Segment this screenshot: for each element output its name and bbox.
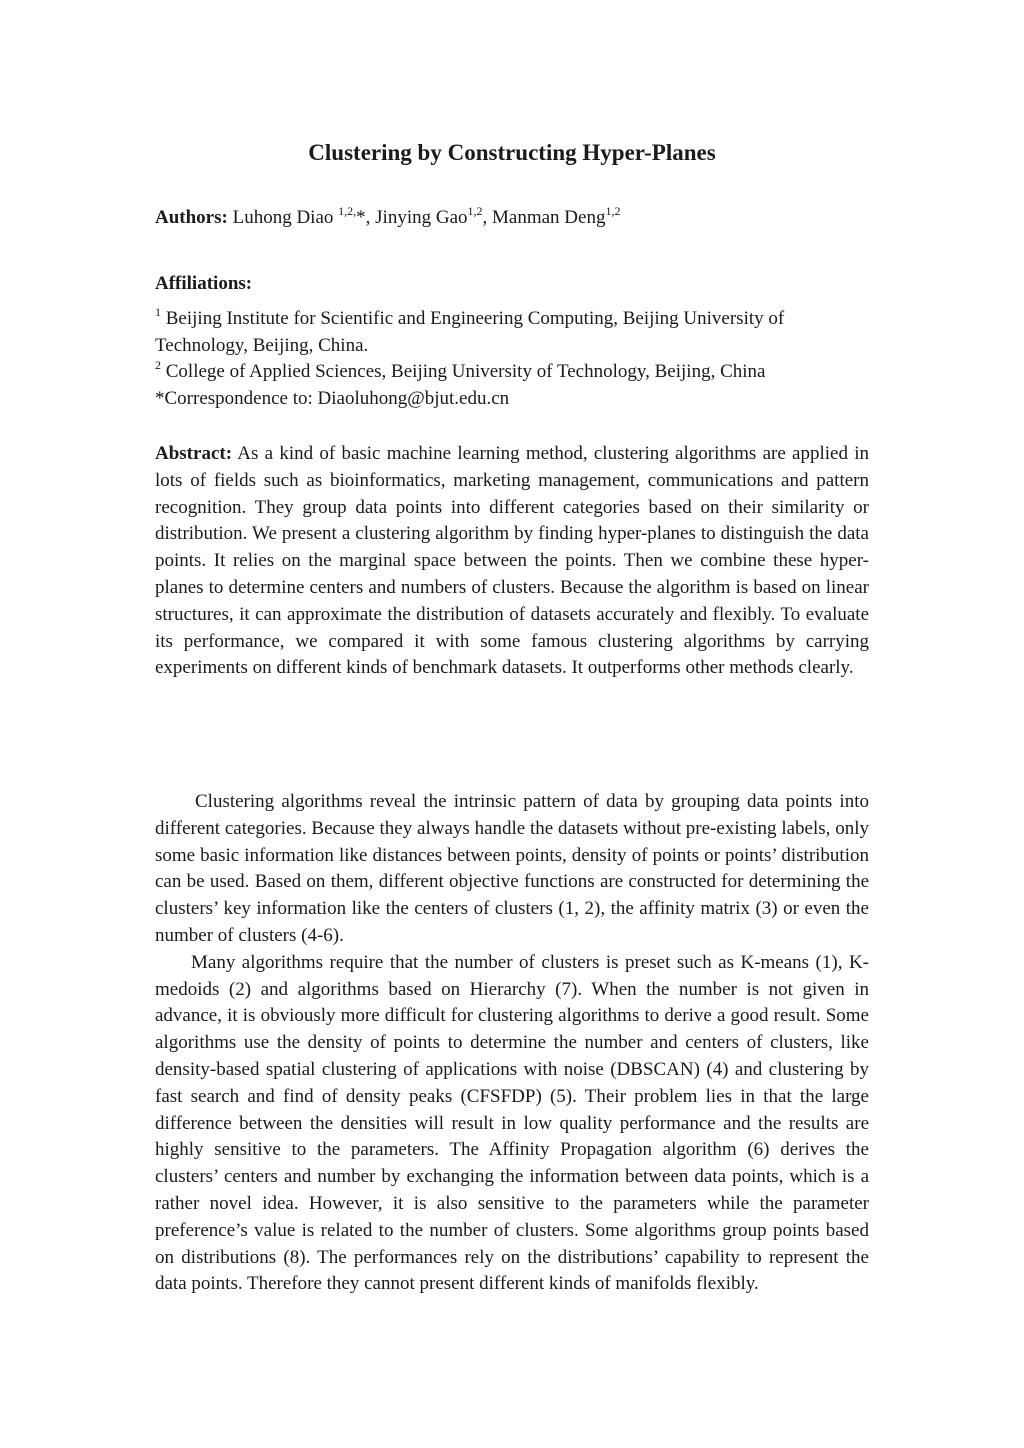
- author-name: Luhong Diao: [232, 207, 334, 228]
- author-name: Manman Deng: [492, 207, 606, 228]
- author-separator: *,: [356, 207, 376, 228]
- affiliation-text: College of Applied Sciences, Beijing University of Technology, Beijing, China: [165, 361, 766, 383]
- abstract-text: As a kind of basic machine learning method, clustering algorithms are applied in lots of fields such as bioinformatics, marketing management, communications and pattern recognition. They group data points into different categories based on their similarity or distribution. We present a clustering algorithm by finding hyper-planes to distinguish the data points. It relies on the marginal space between the points. Then we combine these hyper-planes to determine centers and numbers of clusters. Because the algorithm is based on linear structures, it can approximate the distribution of datasets accurately and flexibly. To evaluate its performance, we compared it with some famous clustering algorithms by carrying experiments on different kinds of benchmark datasets. It outperforms other methods clearly.: [155, 443, 869, 679]
- body-paragraph: Many algorithms require that the number of clusters is preset such as K-means (1), K-medoids (2) and algorithms based on Hierarchy (7). When the number is not given in advance, it is obviously more difficult for clustering algorithms to derive a good result. Some algorithms use the density of points to determine the number and centers of clusters, like density-based spatial clustering of applications with noise (DBSCAN) (4) and clustering by fast search and find of density peaks (CFSFDP) (5). Their problem lies in that the large difference between the densities will result in low quality performance and the results are highly sensitive to the parameters. The Affinity Propagation algorithm (6) derives the clusters’ centers and number by exchanging the information between data points, which is a rather novel idea. However, it is also sensitive to the parameters while the parameter preference’s value is related to the number of clusters. Some algorithms group points based on distributions (8). The performances rely on the distributions’ capability to represent the data points. Therefore they cannot present different kinds of manifolds flexibly.: [155, 951, 869, 1295]
- author-affil-sup: 1,2,: [338, 204, 357, 218]
- authors-line: [155, 204, 620, 232]
- author-name: Jinying Gao: [375, 207, 468, 228]
- correspondence: *Correspondence to: Diaoluhong@bjut.edu.cn: [155, 388, 510, 410]
- affiliation-item: [155, 359, 869, 386]
- abstract: [155, 441, 869, 682]
- abstract-label: Abstract:: [155, 443, 233, 464]
- body-paragraph: Clustering algorithms reveal the intrinsic pattern of data by grouping data points into different categories. Because they always handle the datasets without pre-existing labels, only some basic information like distances between points, density of points or points’ distribution can be used. Based on them, different objective functions are constructed for determining the clusters’ key information like the centers of clusters (1, 2), the affinity matrix (3) or even the number of clusters (4-6).: [155, 791, 869, 946]
- author-affil-sup: 1,2: [467, 204, 483, 218]
- main-body: [155, 789, 869, 1298]
- affiliation-number: 1: [155, 305, 161, 319]
- affiliation-item: [155, 306, 869, 359]
- affiliations-list: [155, 306, 869, 413]
- author-affil-sup: 1,2: [605, 204, 621, 218]
- authors-label: Authors:: [155, 207, 228, 228]
- affiliation-number: 2: [155, 358, 161, 373]
- affiliation-text: Beijing Institute for Scientific and Engineering Computing, Beijing University of Technology, Beijing, China.: [155, 308, 785, 356]
- author-separator: ,: [482, 207, 492, 228]
- paper-title: Clustering by Constructing Hyper-Planes: [308, 140, 716, 165]
- affiliations-heading: Affiliations:: [155, 273, 253, 294]
